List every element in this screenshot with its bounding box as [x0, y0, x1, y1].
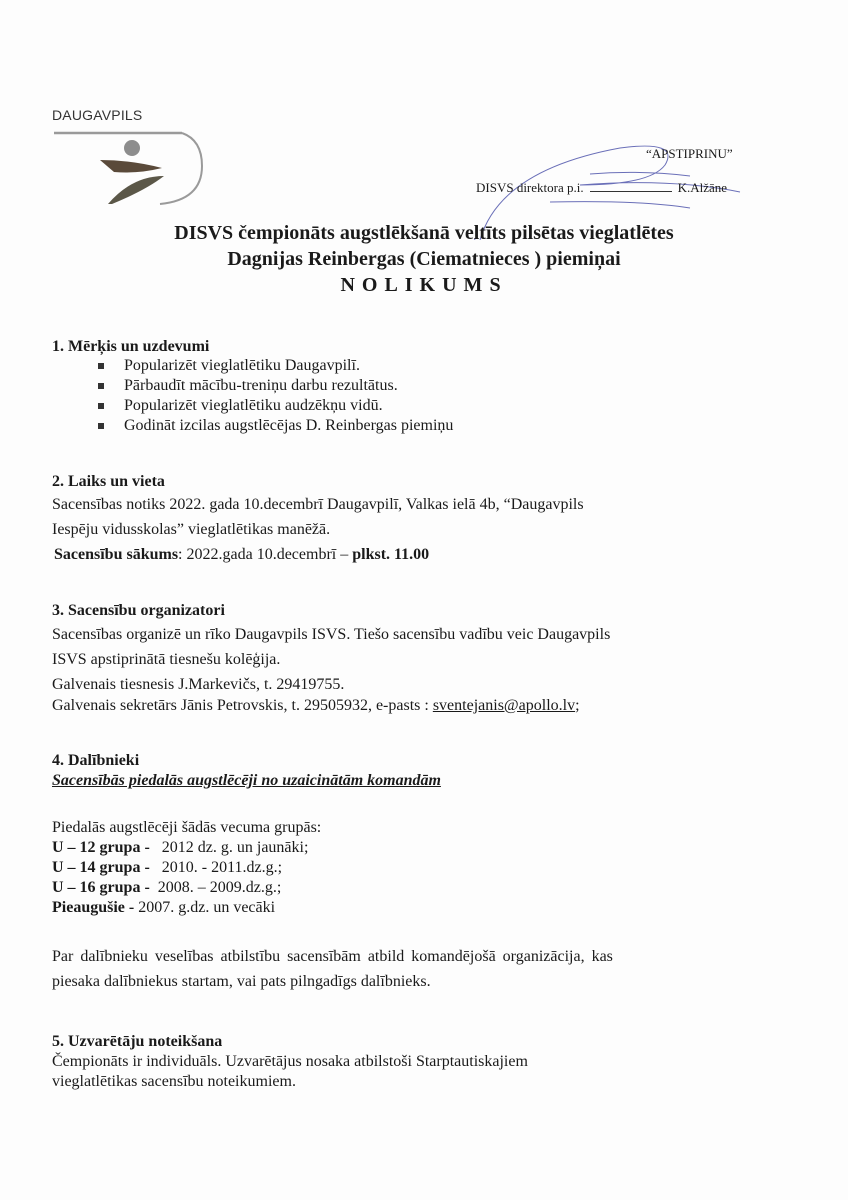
signature-field [590, 191, 672, 192]
chief-secretary-line [52, 697, 812, 715]
organizers-line-1: Sacensības organizē un rīko Daugavpils ISVS. Tiešo sacensību vadību veic Daugavpils [52, 626, 611, 643]
title-line-1: DISVS čempionāts augstlēkšanā veltīts pilsētas vieglatlētes [174, 222, 674, 244]
start-time-line [52, 542, 812, 567]
title-line-2: Dagnijas Reinbergas (Ciematnieces ) piemiņai [227, 248, 621, 270]
section-3-heading: 3. Sacensību organizatori [52, 602, 225, 619]
start-time: plkst. 11.00 [352, 546, 430, 563]
goals-list [96, 356, 453, 436]
approval-signature-line [476, 180, 776, 196]
age-group-value: 2008. – 2009.dz.g.; [153, 879, 282, 896]
secretary-end: ; [575, 697, 580, 714]
age-groups-intro: Piedalās augstlēcēji šādās vecuma grupās: [52, 819, 322, 836]
age-group-row [52, 878, 812, 898]
age-group-label: U – 16 grupa - [52, 879, 154, 896]
title-nolikums: NOLIKUMS [340, 274, 508, 296]
chief-judge-line: Galvenais tiesnesis J.Markevičs, t. 29419755. [52, 676, 345, 693]
age-group-row [52, 898, 812, 918]
age-group-value: 2012 dz. g. un jaunāki; [153, 839, 309, 856]
section-5-heading: 5. Uzvarētāju noteikšana [52, 1033, 223, 1050]
organizers-line-2: ISVS apstiprinātā tiesnešu kolēģija. [52, 651, 281, 668]
section-goals [52, 338, 453, 436]
section-2-heading: 2. Laiks un vieta [52, 473, 165, 490]
section-time-place [52, 472, 812, 567]
goal-item: Popularizēt vieglatlētiku audzēkņu vidū. [96, 396, 453, 416]
goal-item: Godināt izcilas augstlēcējas D. Reinbergas piemiņu [96, 416, 453, 436]
daugavpils-logo [52, 100, 222, 210]
approval-role: DISVS direktora p.i. [476, 180, 584, 195]
section-4-heading: 4. Dalībnieki [52, 752, 140, 769]
goal-item: Popularizēt vieglatlētiku Daugavpilī. [96, 356, 453, 376]
health-line-1: Par dalībnieku veselības atbilstību sacensībām atbild komandējošā organizācija, kas [52, 948, 613, 965]
age-group-label: Pieaugušie - [52, 899, 139, 916]
approval-name: K.Alžāne [677, 180, 728, 195]
time-place-line-1: Sacensības notiks 2022. gada 10.decembrī Daugavpilī, Valkas ielā 4b, “Daugavpils [52, 496, 584, 513]
goal-item: Pārbaudīt mācību-treniņu darbu rezultātus. [96, 376, 453, 396]
email-link[interactable]: sventejanis@apollo.lv [432, 697, 576, 714]
participants-subheading: Sacensībās piedalās augstlēcēji no uzaicinātām komandām [52, 772, 441, 789]
age-group-value: 2010. - 2011.dz.g.; [153, 859, 283, 876]
age-group-label: U – 14 grupa - [52, 859, 154, 876]
start-value: : 2022.gada 10.decembrī – [178, 546, 353, 563]
health-line-2: piesaka dalībniekus startam, vai pats pilngadīgs dalībnieks. [52, 973, 431, 990]
section-participants [52, 752, 812, 994]
age-group-value: 2007. g.dz. un vecāki [138, 899, 276, 916]
logo-city-text: DAUGAVPILS [52, 107, 143, 123]
section-organizers [52, 600, 812, 715]
winners-line-2: vieglatlētikas sacensību noteikumiem. [52, 1073, 296, 1090]
start-label: Sacensību sākums [54, 546, 179, 563]
approval-stamp: “APSTIPRINU” [646, 146, 733, 161]
section-winners [52, 1032, 812, 1092]
document-title [90, 220, 758, 298]
age-group-row [52, 858, 812, 878]
secretary-text: Galvenais sekretārs Jānis Petrovskis, t. 29505932, e-pasts : [52, 697, 433, 714]
age-group-label: U – 12 grupa - [52, 839, 154, 856]
age-group-row [52, 838, 812, 858]
section-1-heading: 1. Mērķis un uzdevumi [52, 338, 210, 355]
time-place-line-2: Iespēju vidusskolas” vieglatlētikas manēžā. [52, 521, 331, 538]
winners-line-1: Čempionāts ir individuāls. Uzvarētājus nosaka atbilstoši Starptautiskajiem [52, 1053, 528, 1070]
